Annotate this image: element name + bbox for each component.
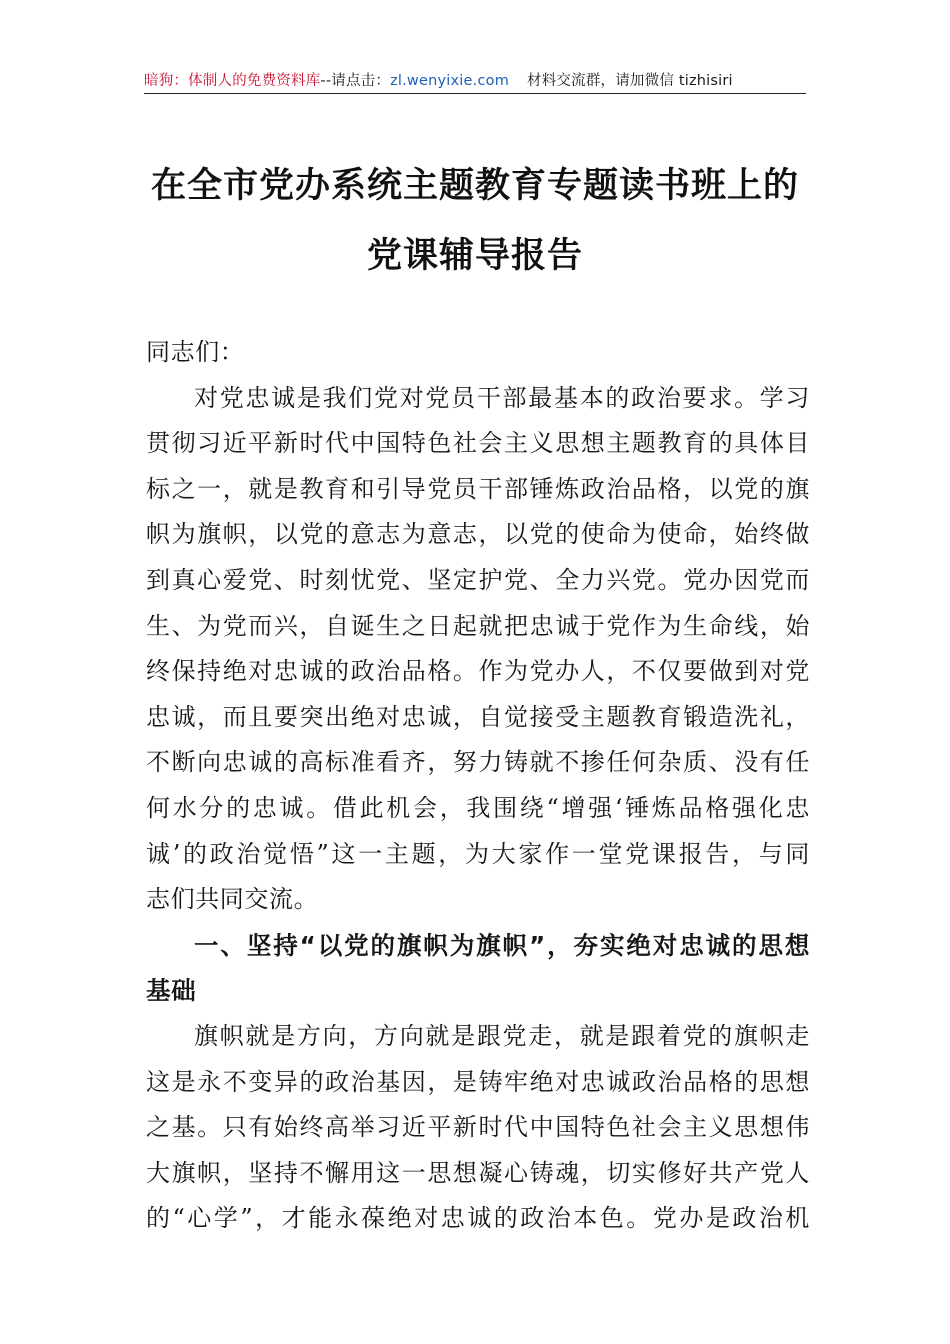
paragraph-line: 志们共同交流。	[146, 885, 319, 914]
paragraph-1	[146, 376, 810, 923]
paragraph-line: 之基。只有始终高举习近平新时代中国特色社会主义思想伟	[146, 1113, 810, 1142]
paragraph-line: 帜为旗帜，以党的意志为意志，以党的使命为使命，始终做	[146, 520, 810, 549]
paragraph-line: 对党忠诚是我们党对党员干部最基本的政治要求。学习	[194, 383, 810, 412]
header-url-link[interactable]: zl.wenyixie.com	[390, 73, 510, 89]
paragraph-line: 这是永不变异的政治基因，是铸牢绝对忠诚政治品格的思想	[146, 1067, 810, 1096]
document-title-line-2: 党课辅导报告	[366, 235, 583, 276]
header-divider	[144, 93, 806, 94]
document-title-line-1: 在全市党办系统主题教育专题读书班上的	[150, 165, 799, 206]
heading-line: 基础	[146, 976, 197, 1006]
paragraph-line: 诚’的政治觉悟”这一主题，为大家作一堂党课报告，与同	[146, 839, 810, 868]
paragraph-line: 到真心爱党、时刻忧党、坚定护党、全力兴党。党办因党而	[146, 565, 810, 594]
paragraph-line: 旗帜就是方向，方向就是跟党走，就是跟着党的旗帜走	[194, 1021, 810, 1050]
paragraph-line: 终保持绝对忠诚的政治品格。作为党办人，不仅要做到对党	[146, 657, 810, 686]
paragraph-line: 忠诚，而且要突出绝对忠诚，自觉接受主题教育锻造洗礼，	[146, 702, 810, 731]
header-prompt: --请点击：	[320, 73, 391, 89]
paragraph-line: 的“心学”，才能永葆绝对忠诚的政治本色。党办是政治机	[146, 1204, 810, 1233]
paragraph-line: 生、为党而兴，自诞生之日起就把忠诚于党作为生命线，始	[146, 611, 810, 640]
section-1-heading	[146, 923, 810, 1014]
paragraph-line: 不断向忠诚的高标准看齐，努力铸就不掺任何杂质、没有任	[146, 748, 810, 777]
heading-line: 一、坚持“以党的旗帜为旗帜”，夯实绝对忠诚的思想	[194, 930, 810, 960]
paragraph-line: 标之一，就是教育和引导党员干部锤炼政治品格，以党的旗	[146, 474, 810, 503]
header-contact: 材料交流群，请加微信 tizhisiri	[527, 73, 733, 89]
watermark-header	[144, 70, 806, 92]
document-body	[146, 330, 810, 1242]
greeting: 同志们：	[146, 338, 245, 366]
paragraph-line: 何水分的忠诚。借此机会，我围绕“增强‘锤炼品格强化忠	[146, 793, 810, 822]
paragraph-line: 大旗帜，坚持不懈用这一思想凝心铸魂，切实修好共产党人	[146, 1158, 810, 1187]
header-brand: 暗狗：体制人的免费资料库	[144, 73, 321, 89]
paragraph-2	[146, 1014, 810, 1242]
paragraph-line: 贯彻习近平新时代中国特色社会主义思想主题教育的具体目	[146, 429, 810, 458]
